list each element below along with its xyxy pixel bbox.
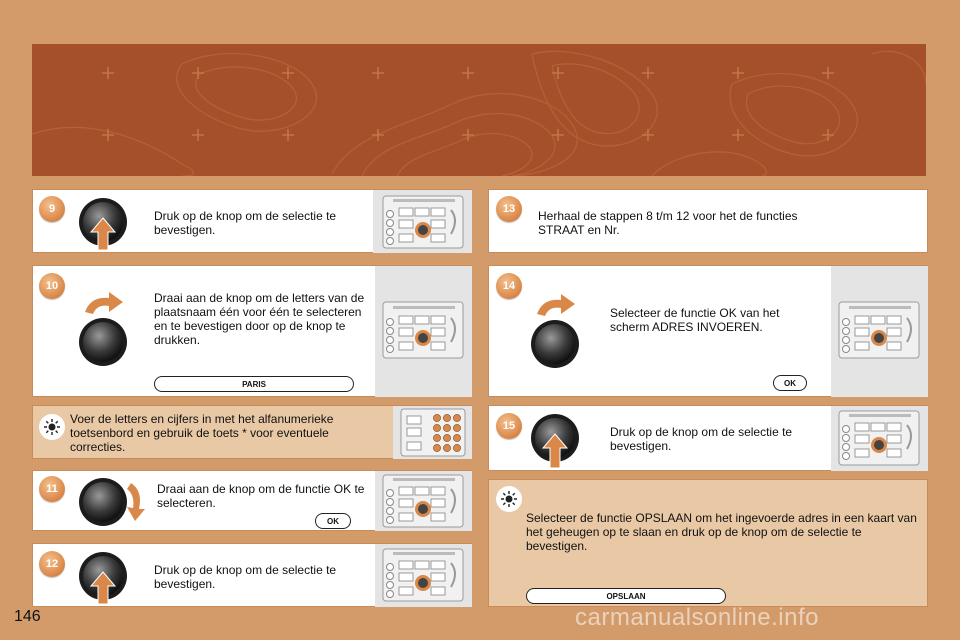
radio-panel-image (375, 544, 472, 607)
step-number-badge: 11 (39, 476, 65, 502)
radio-unit-icon (375, 266, 472, 397)
knob-press-icon (531, 410, 583, 470)
radio-panel-image (375, 266, 472, 397)
step-number-badge: 9 (39, 196, 65, 222)
bulb-icon (496, 486, 522, 512)
radio-panel-image (373, 190, 472, 253)
step-9-card (32, 189, 472, 253)
step-10-card (32, 265, 472, 397)
topographic-pattern (32, 44, 926, 176)
radio-panel-image (375, 471, 472, 531)
radio-unit-icon (831, 406, 928, 471)
step-number-badge: 13 (496, 196, 522, 222)
radio-panel-image (831, 406, 928, 471)
screen-option-pill: OK (315, 513, 351, 529)
tip-card (488, 479, 928, 607)
radio-unit-icon (375, 544, 472, 607)
tip-text: Voer de letters en cijfers in met het alfanumerieke toetsenbord en gebruik de toets * voor eventuele correcties. (70, 412, 334, 454)
watermark: carmanualsonline.info (575, 604, 819, 631)
knob-press-icon (79, 548, 131, 606)
knob-rotate-icon (79, 290, 131, 370)
page-number: 146 (14, 608, 41, 625)
screen-option-pill: PARIS (154, 376, 354, 392)
step-number-badge: 12 (39, 551, 65, 577)
keypad-icon (393, 406, 472, 459)
step-text: Draai aan de knop om de functie OK te selecteren. (157, 482, 365, 510)
step-number-badge: 10 (39, 273, 65, 299)
step-15-card (488, 405, 928, 471)
header-banner (32, 44, 926, 176)
radio-unit-icon (831, 266, 928, 397)
bulb-icon (39, 414, 65, 440)
step-text: Selecteer de functie OK van het scherm ADRES INVOEREN. (610, 306, 780, 334)
step-text: Druk op de knop om de selectie te bevestigen. (154, 563, 337, 591)
tip-card (32, 405, 472, 459)
step-text: Druk op de knop om de selectie te bevestigen. (610, 425, 793, 453)
step-number-badge: 14 (496, 273, 522, 299)
knob-rotate-icon (79, 477, 153, 527)
radio-unit-icon (375, 471, 472, 531)
step-13-card (488, 189, 928, 253)
screen-option-pill: OPSLAAN (526, 588, 726, 604)
step-14-card (488, 265, 928, 397)
step-text: Druk op de knop om de selectie te bevestigen. (154, 209, 337, 237)
step-text: Herhaal de stappen 8 t/m 12 voor het de functies STRAAT en Nr. (538, 209, 798, 237)
keypad-panel-image (393, 406, 472, 459)
knob-rotate-icon (531, 292, 583, 372)
tip-text: Selecteer de functie OPSLAAN om het ingevoerde adres in een kaart van het geheugen op te slaan en druk op de knop om de selectie te bevestigen. (526, 511, 917, 553)
step-11-card (32, 470, 472, 531)
step-text: Draai aan de knop om de letters van de plaatsnaam één voor één te selecteren en te bevestigen door op de knop te drukken. (154, 291, 365, 347)
radio-unit-icon (373, 190, 472, 253)
knob-press-icon (79, 194, 131, 252)
step-12-card (32, 543, 472, 607)
screen-option-pill: OK (773, 375, 807, 391)
radio-panel-image (831, 266, 928, 397)
step-number-badge: 15 (496, 413, 522, 439)
